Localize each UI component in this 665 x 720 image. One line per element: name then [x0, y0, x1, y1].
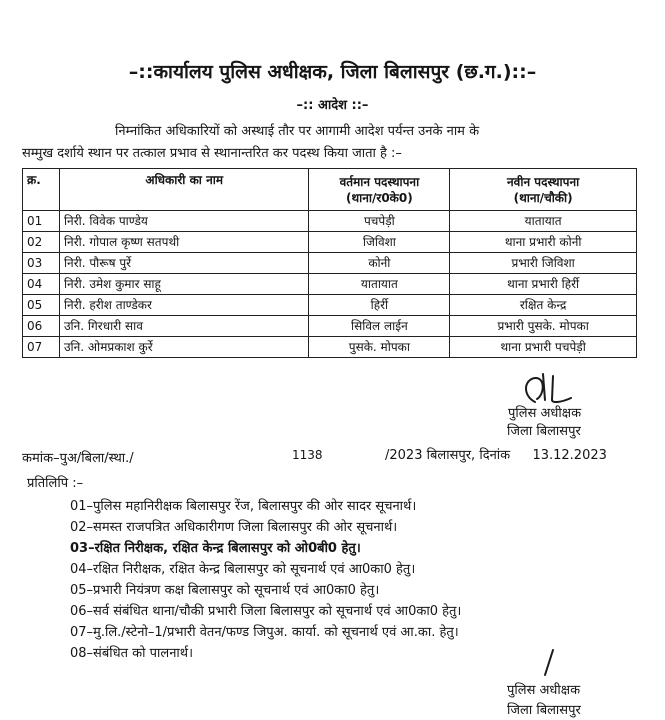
handwritten-initial-bottom	[535, 648, 565, 678]
row-new-posting: रक्षित केन्द्र	[450, 295, 637, 316]
row-new-posting: थाना प्रभारी हिर्री	[450, 274, 637, 295]
row-officer-name: निरी. पौरूष पुर्रे	[59, 253, 309, 274]
table-row	[23, 337, 637, 358]
order-heading: –:: आदेश ::–	[296, 98, 369, 113]
copy-label: प्रतिलिपि :–	[27, 476, 84, 491]
row-current-posting: हिर्री	[309, 295, 450, 316]
header-current-line-1: वर्तमान पदस्थापना	[339, 174, 420, 189]
row-serial: 01	[23, 211, 60, 232]
row-current-posting: जिविशा	[309, 232, 450, 253]
intro-line-1: निम्नांकित अधिकारियों को अस्थाई तौर पर आगामी आदेश पर्यन्त उनके नाम के	[115, 124, 480, 139]
row-current-posting: पुसके. मोपका	[309, 337, 450, 358]
row-serial: 07	[23, 337, 60, 358]
copy-item: 01–पुलिस महानिरीक्षक बिलासपुर रेंज, बिलासपुर की ओर सादर सूचनार्थ।	[70, 499, 417, 514]
header-current-posting	[309, 169, 450, 211]
postings-table	[22, 168, 637, 358]
copy-item: 05–प्रभारी नियंत्रण कक्ष बिलासपुर को सूचनार्थ एवं आ0का0 हेतु।	[70, 583, 380, 598]
row-new-posting: प्रभारी पुसके. मोपका	[450, 316, 637, 337]
row-serial: 04	[23, 274, 60, 295]
signature-title-bottom: पुलिस अधीक्षक	[507, 683, 581, 698]
signature-title-top: पुलिस अधीक्षक	[508, 406, 582, 421]
row-serial: 03	[23, 253, 60, 274]
reference-date: 13.12.2023	[532, 448, 607, 463]
row-current-posting: कोनी	[309, 253, 450, 274]
row-officer-name: निरी. गोपाल कृष्ण सतपथी	[59, 232, 309, 253]
copy-item: 02–समस्त राजपत्रित अधिकारीगण जिला बिलासपुर की ओर सूचनार्थ।	[70, 520, 398, 535]
row-current-posting: सिविल लाईन	[309, 316, 450, 337]
row-new-posting: प्रभारी जिविशा	[450, 253, 637, 274]
signature-district-bottom: जिला बिलासपुर	[507, 703, 581, 718]
intro-line-2: सम्मुख दर्शाये स्थान पर तत्काल प्रभाव से स्थानान्तरित कर पदस्थ किया जाता है :–	[22, 146, 402, 161]
header-current-line-2: (थाना/र0के0)	[346, 190, 413, 205]
reference-prefix: कमांक–पुअ/बिला/स्था./	[22, 451, 134, 466]
row-officer-name: निरी. उमेश कुमार साहू	[59, 274, 309, 295]
copy-item: 03–रक्षित निरीक्षक, रक्षित केन्द्र बिलासपुर को ओ0बी0 हेतु।	[70, 541, 361, 556]
copy-item: 08–संबंधित को पालनार्थ।	[70, 646, 194, 661]
row-serial: 02	[23, 232, 60, 253]
copy-item: 04–रक्षित निरीक्षक, रक्षित केन्द्र बिलासपुर को सूचनार्थ एवं आ0का0 हेतु।	[70, 562, 416, 577]
office-title: –::कार्यालय पुलिस अधीक्षक, जिला बिलासपुर (छ.ग.)::–	[128, 61, 537, 83]
row-serial: 05	[23, 295, 60, 316]
reference-date-line	[385, 445, 607, 463]
header-new-posting	[450, 169, 637, 211]
row-new-posting: यातायात	[450, 211, 637, 232]
row-new-posting: थाना प्रभारी पचपेड़ी	[450, 337, 637, 358]
table-header-row	[23, 169, 637, 211]
table-row	[23, 316, 637, 337]
row-current-posting: यातायात	[309, 274, 450, 295]
copy-item: 06–सर्व संबंधित थाना/चौकी प्रभारी जिला बिलासपुर को सूचनार्थ एवं आ0का0 हेतु।	[70, 604, 462, 619]
row-serial: 06	[23, 316, 60, 337]
row-officer-name: निरी. विवेक पाण्डेय	[59, 211, 309, 232]
table-row	[23, 295, 637, 316]
header-new-line-1: नवीन पदस्थापना	[507, 174, 580, 189]
table-row	[23, 274, 637, 295]
row-new-posting: थाना प्रभारी कोनी	[450, 232, 637, 253]
row-officer-name: उनि. गिरधारी साव	[59, 316, 309, 337]
copy-item: 07–मु.लि./स्टेनो–1/प्रभारी वेतन/फण्ड जिपुअ. कार्या. को सूचनार्थ एवं आ.का. हेतु।	[70, 625, 459, 640]
signature-district-top: जिला बिलासपुर	[507, 424, 581, 439]
table-row	[23, 232, 637, 253]
header-new-line-2: (थाना/चौकी)	[513, 190, 573, 205]
table-row	[23, 211, 637, 232]
reference-suffix: /2023 बिलासपुर, दिनांक	[385, 448, 511, 463]
header-officer-name: अधिकारी का नाम	[59, 169, 309, 211]
row-current-posting: पचपेड़ी	[309, 211, 450, 232]
reference-number: 1138	[292, 448, 323, 462]
row-officer-name: निरी. हरीश ताण्डेकर	[59, 295, 309, 316]
row-officer-name: उनि. ओमप्रकाश कुर्रे	[59, 337, 309, 358]
table-row	[23, 253, 637, 274]
header-serial: क्र.	[23, 169, 60, 211]
